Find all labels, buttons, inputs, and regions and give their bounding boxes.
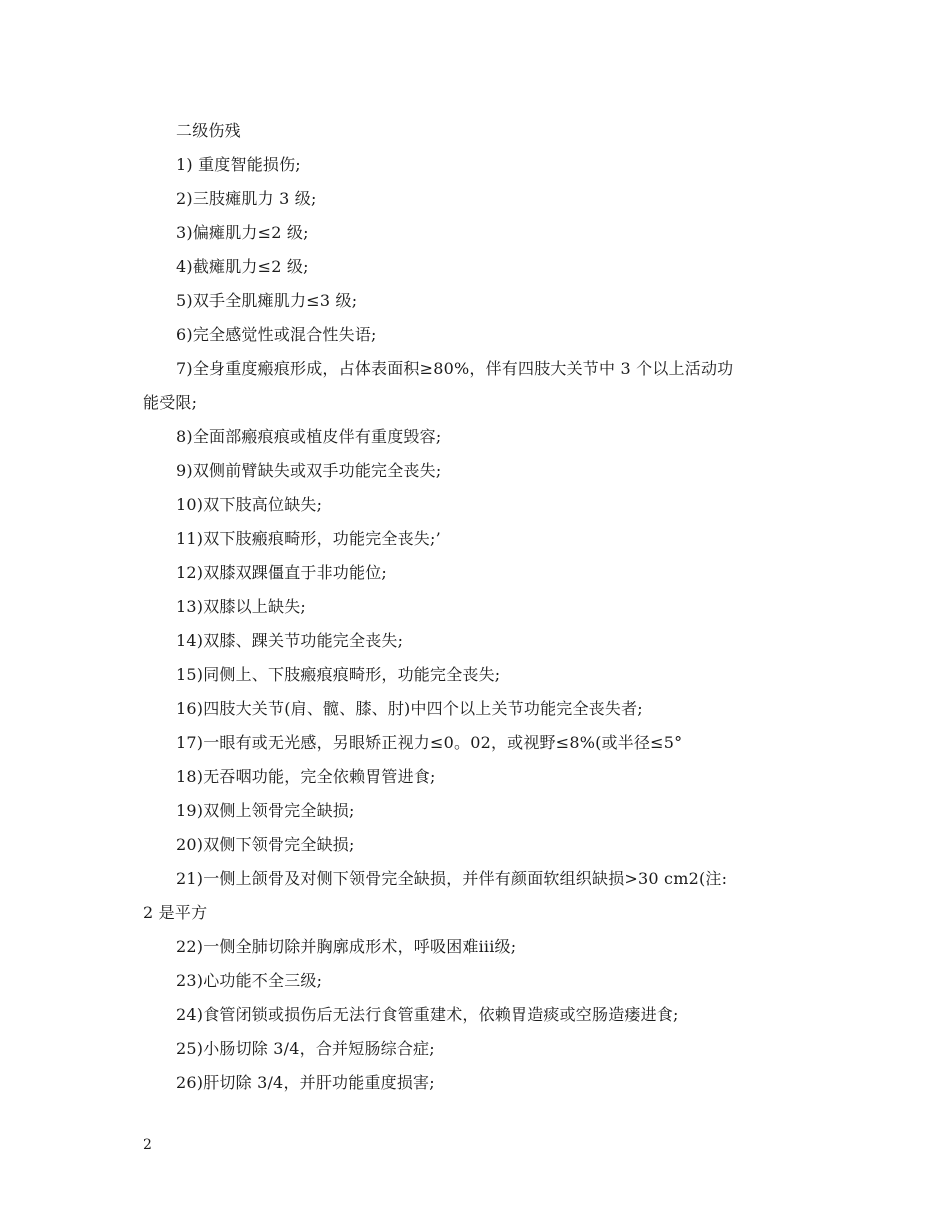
document-line: 16)四肢大关节(肩、髋、膝、肘)中四个以上关节功能完全丧失者; [176, 699, 643, 718]
document-line: 1) 重度智能损伤; [176, 155, 301, 174]
document-line: 14)双膝、踝关节功能完全丧失; [176, 631, 404, 650]
document-line: 24)食管闭锁或损伤后无法行食管重建术，依赖胃造痰或空肠造瘘进食; [176, 1005, 679, 1024]
document-line: 2)三肢瘫肌力 3 级; [176, 189, 317, 208]
document-line: 11)双下肢瘢痕畸形，功能完全丧失;’ [176, 529, 441, 548]
document-line: 7)全身重度瘢痕形成，占体表面积≥80%，伴有四肢大关节中 3 个以上活动功 [176, 359, 734, 378]
document-line: 18)无吞咽功能，完全依赖胃管进食; [176, 767, 436, 786]
document-line: 15)同侧上、下肢瘢痕痕畸形，功能完全丧失; [176, 665, 501, 684]
document-line: 3)偏瘫肌力≤2 级; [176, 223, 309, 242]
document-line: 9)双侧前臂缺失或双手功能完全丧失; [176, 461, 442, 480]
document-line: 26)肝切除 3/4，并肝功能重度损害; [176, 1073, 435, 1092]
document-line: 25)小肠切除 3/4，合并短肠综合症; [176, 1039, 435, 1058]
document-line: 21)一侧上颌骨及对侧下领骨完全缺损，并伴有颜面软组织缺损>30 cm2(注: [176, 869, 728, 888]
document-line: 13)双膝以上缺失; [176, 597, 306, 616]
document-line: 19)双侧上领骨完全缺损; [176, 801, 355, 820]
document-line: 2 是平方 [143, 903, 208, 922]
document-line: 22)一侧全肺切除并胸廓成形术，呼吸困难iii级; [176, 937, 517, 956]
section-heading: 二级伤残 [176, 121, 241, 140]
document-body [143, 114, 813, 1100]
document-line: 20)双侧下领骨完全缺损; [176, 835, 355, 854]
document-line: 能受限; [143, 393, 198, 412]
document-line: 17)一眼有或无光感，另眼矫正视力≤0。02，或视野≤8%(或半径≤5° [176, 733, 683, 752]
document-line: 4)截瘫肌力≤2 级; [176, 257, 309, 276]
document-line: 23)心功能不全三级; [176, 971, 323, 990]
document-line: 12)双膝双踝僵直于非功能位; [176, 563, 387, 582]
document-line: 8)全面部瘢痕痕或植皮伴有重度毁容; [176, 427, 442, 446]
document-line: 10)双下肢高位缺失; [176, 495, 323, 514]
document-line: 6)完全感觉性或混合性失语; [176, 325, 377, 344]
page-number: 2 [143, 1137, 152, 1153]
document-line: 5)双手全肌瘫肌力≤3 级; [176, 291, 358, 310]
